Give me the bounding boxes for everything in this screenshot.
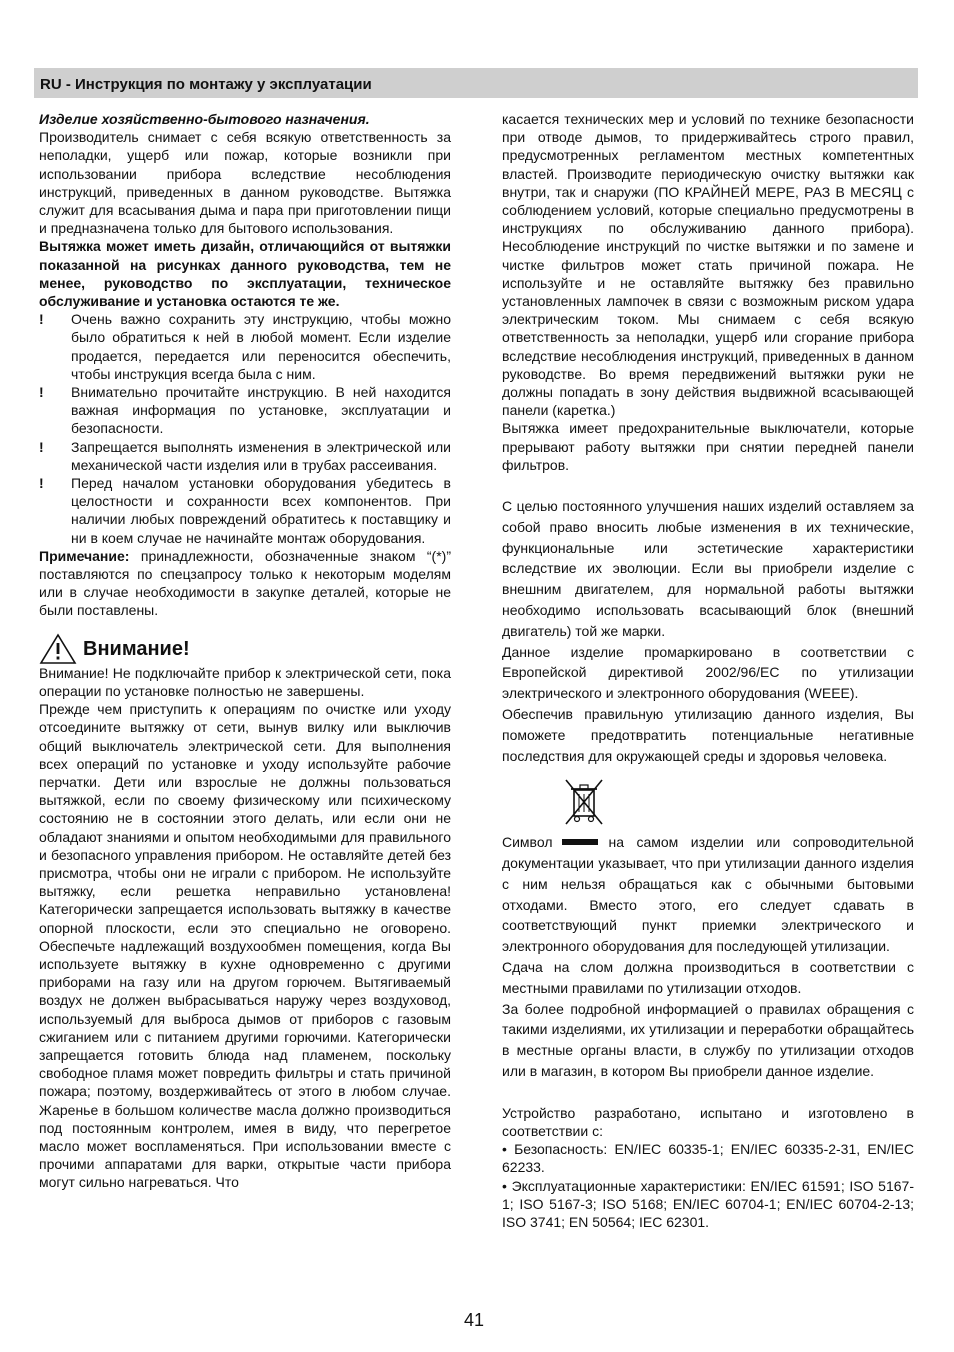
subtitle: Изделие хозяйственно-бытового назначения. xyxy=(39,111,370,127)
note-paragraph xyxy=(39,547,451,620)
scrapping-paragraph: Сдача на слом должна производиться в соответствии с местными правилами по утилизации отходов. xyxy=(502,959,914,996)
black-bar-icon xyxy=(562,839,598,845)
attention-paragraph-2: Прежде чем приступить к операциям по очистке или уходу отсоедините вытяжку от сети, вынув вилку или выключив общий выключатель электрической сети. Для выполнения всех операций по установке и уходу используйте рабочие перчатки. Дети или взрослые не должны пользоваться вытяжкой, если по своему физическому или психическому состоянию не в состоянии этого делать, или если они не обладают знаниями и опытом необходимыми для правильного и безопасного управления прибором. Не оставляйте детей без присмотра, чтобы они не играли с прибором. Не используйте вытяжку, если решетка неправильно установлена! Категорически запрещается использовать вытяжку в качестве опорной плоскости, если это специально не оговорено. Обеспечьте надлежащий воздухообмен помещения, когда Вы используете вытяжку в кухне одновременно с другими приборами на газу или на другом горючем. Вытягиваемый воздух не должен выбрасываться наружу через воздуховод, используемый для выброса дымов от приборов с газовым сжиганием или с питанием другими горючими. Категорически запрещается готовить блюда над пламенем, поскольку свободное пламя может повредить фильтры и стать причиной пожара; поэтому, воздерживайтесь от этого в любом случае. Жаренье в большом количестве масла должно производиться под постоянным контролем, имея в виду, что перегретое масло может воспламеняться. При использовании вместе с прочими аппаратами для варки, открытые части прибора могут сильно нагреваться. Что xyxy=(39,701,451,1191)
crossed-out-bin-icon xyxy=(562,778,606,826)
standards-performance: • Эксплуатационные характеристики: EN/IEC 61591; ISO 5167-1; ISO 5167-3; ISO 5168; EN/IEC 60704-1; EN/IEC 60704-2-13; ISO 3741; EN 50564; IEC 62301. xyxy=(502,1177,914,1230)
section-title: RU - Инструкция по монтажу у эксплуатации xyxy=(40,76,372,93)
weee-directive-paragraph: Данное изделие промаркировано в соответствии с Европейской директивой 2002/96/ЕС по утилизации электрического и электронного оборудования (WEEE). xyxy=(502,643,914,702)
section-header xyxy=(34,68,918,98)
attention-paragraph-1: Внимание! Не подключайте прибор к электрической сети, пока операции по установке полностью не завершены. xyxy=(39,664,451,699)
safety-paragraph: касается технических мер и условий по технике безопасности при отводе дымов, то придерживайтесь строго правил, предусмотренных регламентом местных компетентных властей. Производите периодическую очистку вытяжки как внутри, так и снаружи (ПО КРАЙНЕЙ МЕРЕ, РАЗ В МЕСЯЦ с соблюдением условий, которые специально предусмотрены в инструкциях по обслуживанию данного прибора). Несоблюдение инструкций по чистке вытяжки и по замене и чистке фильтров может стать причиной пожара. Не используйте и не оставляйте вытяжку без правильно установленных лампочек в связи с возможным риском удара электрическим током. Мы снимаем с себя всякую ответственность за неполадки, ущерб или сгорание прибора вследствие несоблюдения инструкций, приведенных в данном руководстве. Во время передвижений вытяжки руки не должны попадать в зону действия выдвижной всасывающей панели (каретка.) xyxy=(502,111,914,419)
exclamation-mark: ! xyxy=(39,438,44,455)
standards-safety: • Безопасность: EN/IEC 60335-1; EN/IEC 60335-2-31, EN/IEC 62233. xyxy=(502,1141,914,1176)
warning-text: Внимательно прочитайте инструкцию. В ней находится важная информация по установке, эксплуатации и безопасности. xyxy=(71,384,451,437)
exclamation-mark: ! xyxy=(39,384,44,401)
symbol-text: на самом изделии или сопроводительной документации указывает, что при утилизации данного изделия с ним нельзя обращаться как с обычными бытовыми отходами. Вместо этого, его следует сдавать в соответствующий пункт приемки электрического и электронного оборудования для последующей утилизации. xyxy=(502,834,914,955)
legal-block xyxy=(502,496,914,1082)
warning-item xyxy=(39,438,451,474)
warning-item xyxy=(39,383,451,438)
attention-title: Внимание! xyxy=(83,637,190,660)
exclamation-mark: ! xyxy=(39,475,44,492)
left-column xyxy=(39,110,451,1192)
warning-triangle-icon xyxy=(39,633,77,665)
disposal-paragraph: Обеспечив правильную утилизацию данного изделия, Вы поможете предотвратить потенциальные негативные последствия для окружающей среды и здоровья человека. xyxy=(502,706,914,764)
info-paragraph: За более подробной информацией о правилах обращения с такими изделиями, их утилизации и переработки обращайтесь в местные органы власти, в службу по утилизации отходов или в магазин, в котором Вы приобрели данное изделие. xyxy=(502,1000,914,1079)
safety-switch-paragraph: Вытяжка имеет предохранительные выключатели, которые прерывают работу вытяжки при снятии передней панели фильтров. xyxy=(502,420,914,473)
bold-note: Вытяжка может иметь дизайн, отличающийся от вытяжки показанной на рисунках данного руководства, тем не менее, руководство по эксплуатации, техническое обслуживание и установка остаются те же. xyxy=(39,238,451,310)
warning-text: Перед началом установки оборудования убедитесь в целостности и сохранности всех компонентов. При наличии любых повреждений обратитесь к поставщику и ни в коем случае не начинайте монтаж оборудования. xyxy=(71,475,451,546)
note-label: Примечание: xyxy=(39,547,130,564)
warning-item xyxy=(39,310,451,383)
warning-text: Очень важно сохранить эту инструкцию, чтобы можно было обратиться к ней в любой момент. Если изделие продается, передается или переносится обеспечить, чтобы инструкция всегда была с ним. xyxy=(71,311,451,382)
warning-text: Запрещается выполнять изменения в электрической или механической части изделия или в трубах рассеивания. xyxy=(71,438,451,473)
intro-paragraph: Производитель снимает с себя всякую ответственность за неполадки, ущерб или пожар, которые возникли при использовании прибора вследствие несоблюдения инструкций, приведенных в данном руководстве. Вытяжка служит для всасывания дыма и пара при приготовлении пищи и предназначена только для бытового использования. xyxy=(39,129,451,237)
note-text: принадлежности, обозначенные знаком “(*)” поставляются по спецзапросу только к некоторым моделям или в случае необходимости в закупке деталей, которые не были поставлены. xyxy=(39,547,451,619)
symbol-paragraph xyxy=(502,832,914,957)
symbol-word: Символ xyxy=(502,834,553,851)
warning-item xyxy=(39,474,451,547)
attention-heading xyxy=(39,634,451,664)
standards-intro: Устройство разработано, испытано и изготовлено в соответствии с: xyxy=(502,1104,914,1139)
page-number: 41 xyxy=(464,1310,485,1330)
improvement-paragraph: С целью постоянного улучшения наших изделий оставляем за собой право вносить любые изменения в их технические, функциональные или эстетические характеристики вследствие их эволюции. Если вы приобрели изделие с внешним двигателем, для нормальной работы вытяжки необходимо использовать всасывающий блок (внешний двигатель) той же марки. xyxy=(502,498,914,639)
exclamation-mark: ! xyxy=(39,311,44,328)
right-column xyxy=(502,110,914,1231)
